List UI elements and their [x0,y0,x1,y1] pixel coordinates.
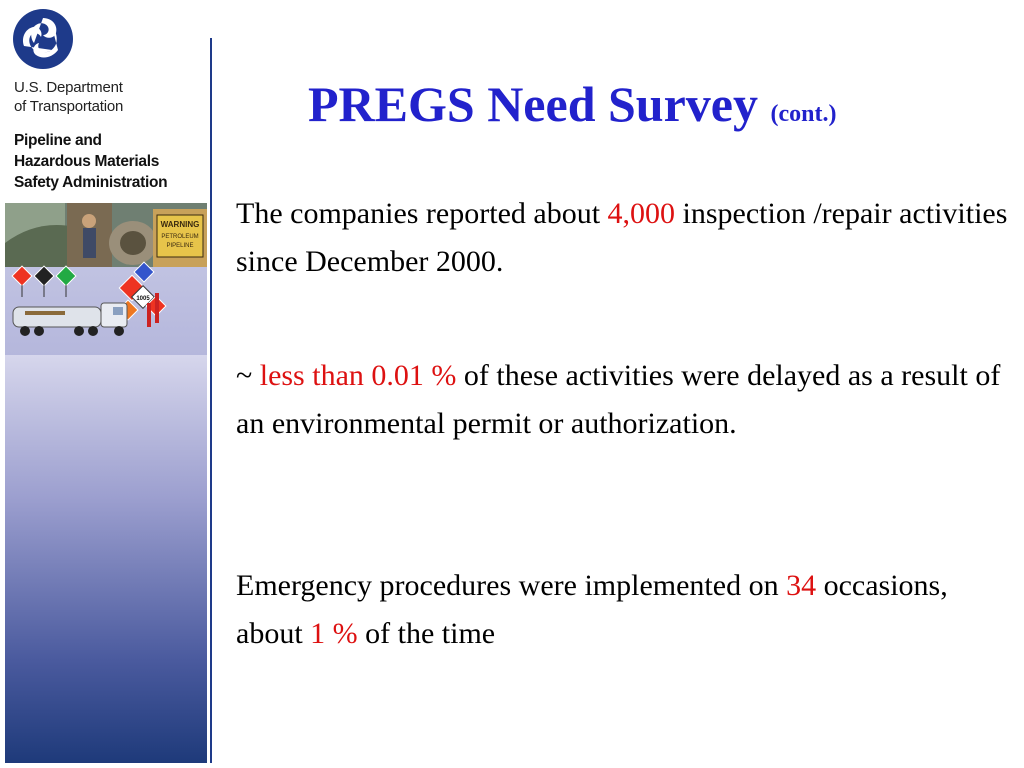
p3-text-b: occasions, about [236,569,948,650]
svg-text:PIPELINE: PIPELINE [166,243,194,249]
p1-highlight: 4,000 [607,197,676,230]
slide-title-main: PREGS Need Survey [308,76,758,132]
p2-text-b: of these activities were delayed as a result of an environmental permit or authorization. [236,359,1001,440]
p1-text-a: The companies reported about [236,197,608,230]
p2-text-a: ~ [236,359,260,392]
p3-highlight-percent: 1 % [310,617,358,650]
p3-highlight-count: 34 [786,569,817,602]
p2-highlight: less than 0.01 % [259,359,457,392]
p3-text-c: of the time [357,617,496,650]
agency-line-1: Pipeline and [14,132,102,149]
dept-line-1: U.S. Department [14,79,123,96]
paragraph-emergency [236,562,1014,658]
paragraph-inspections [236,190,1014,286]
p1-text-b: inspection /repair activities since December 2000. [236,197,1008,278]
department-name [14,78,123,116]
hazmat-illustration [5,263,207,355]
slide-title-sub: (cont.) [770,101,837,127]
dept-line-2: of Transportation [14,98,124,115]
sidebar [0,0,212,768]
warning-sign-text: WARNING [160,220,200,229]
tanker-truck [13,303,127,336]
paragraph-delays [236,352,1014,448]
p3-text-a: Emergency procedures were implemented on [236,569,787,602]
sidebar-gradient-bar [5,355,207,763]
photo-collage [5,203,207,355]
agency-line-3: Safety Administration [14,174,168,191]
slide-title [308,74,836,144]
placard-number: 1005 [136,296,150,302]
svg-text:PETROLEUM: PETROLEUM [161,234,199,240]
divider-line [210,38,212,763]
pipeline-photo [5,203,207,267]
agency-line-2: Hazardous Materials [14,153,160,170]
agency-name [14,130,167,193]
hazmat-placards-small [12,266,76,297]
dot-logo-icon [12,8,74,70]
